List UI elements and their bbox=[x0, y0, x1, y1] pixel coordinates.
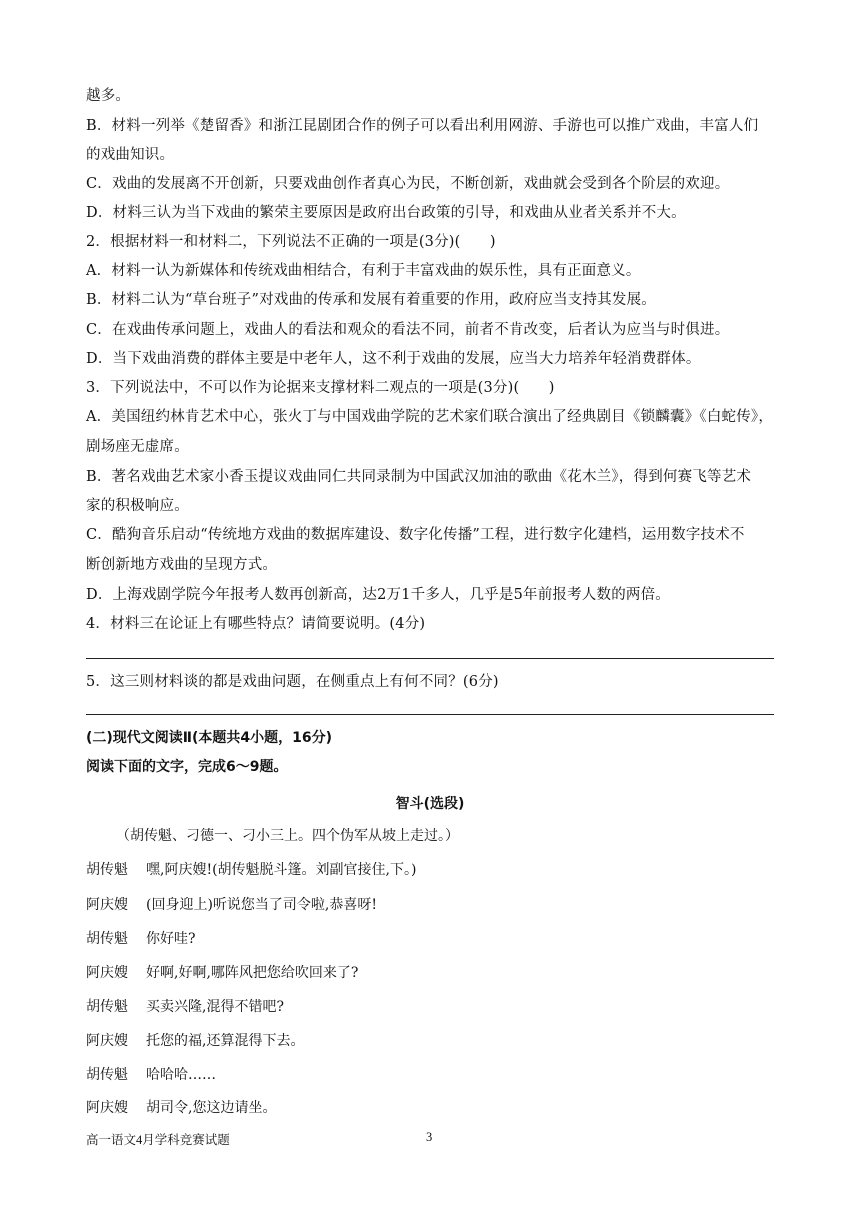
option-b: B．材料二认为“草台班子”对戏曲的传承和发展有着重要的作用，政府应当支持其发展。 bbox=[86, 292, 656, 308]
question-5: 5．这三则材料谈的都是戏曲问题，在侧重点上有何不同？(6分) bbox=[86, 674, 499, 690]
answer-line[interactable] bbox=[86, 714, 774, 715]
speech: 胡司令,您这边请坐。 bbox=[146, 1100, 277, 1116]
speech: 买卖兴隆,混得不错吧? bbox=[146, 999, 284, 1015]
question-4: 4．材料三在论证上有哪些特点？请简要说明。(4分) bbox=[86, 616, 426, 632]
text-line: 剧场座无虚席。 bbox=[86, 439, 189, 455]
speaker: 胡传魁 bbox=[86, 862, 128, 878]
text-line: 的戏曲知识。 bbox=[86, 147, 175, 163]
option-d: D．当下戏曲消费的群体主要是中老年人，这不利于戏曲的发展，应当大力培养年轻消费群体。 bbox=[86, 351, 701, 367]
question-2: 2．根据材料一和材料二，下列说法不正确的一项是(3分)( ) bbox=[86, 234, 496, 250]
page-number: 3 bbox=[426, 1130, 433, 1144]
speech: 你好哇? bbox=[146, 931, 196, 947]
speaker: 阿庆嫂 bbox=[86, 965, 128, 981]
text-line: B．材料一列举《楚留香》和浙江昆剧团合作的例子可以看出利用网游、手游也可以推广戏曲，丰富人们 bbox=[86, 118, 759, 134]
option-a: A．美国纽约林肯艺术中心，张火丁与中国戏曲学院的艺术家们联合演出了经典剧目《锁麟囊》《白蛇传》， bbox=[86, 409, 774, 425]
text-line: 越多。 bbox=[86, 88, 131, 104]
text-line: D．材料三认为当下戏曲的繁荣主要原因是政府出台政策的引导，和戏曲从业者关系并不大。 bbox=[86, 205, 686, 221]
speaker: 阿庆嫂 bbox=[86, 897, 128, 913]
answer-line[interactable] bbox=[86, 658, 774, 659]
dialogue-line bbox=[86, 1031, 304, 1051]
option-d: D．上海戏剧学院今年报考人数再创新高，达2万1千多人，几乎是5年前报考人数的两倍。 bbox=[86, 587, 670, 603]
option-b: B．著名戏曲艺术家小香玉提议戏曲同仁共同录制为中国武汉加油的歌曲《花木兰》，得到何赛飞等艺术 bbox=[86, 469, 752, 485]
speech: 好啊,好啊,哪阵风把您给吹回来了? bbox=[146, 965, 359, 981]
section-heading: (二)现代文阅读Ⅱ(本题共4小题，16分) bbox=[86, 730, 333, 746]
option-a: A．材料一认为新媒体和传统戏曲相结合，有利于丰富戏曲的娱乐性，具有正面意义。 bbox=[86, 263, 641, 279]
speech: 托您的福,还算混得下去。 bbox=[146, 1033, 305, 1049]
speaker: 阿庆嫂 bbox=[86, 1100, 128, 1116]
text-line: C．戏曲的发展离不开创新，只要戏曲创作者真心为民，不断创新，戏曲就会受到各个阶层的欢迎。 bbox=[86, 176, 730, 192]
text-line: 断创新地方戏曲的呈现方式。 bbox=[86, 557, 278, 573]
section-instruction: 阅读下面的文字，完成6～9题。 bbox=[86, 759, 288, 775]
speaker: 胡传魁 bbox=[86, 1067, 128, 1083]
dialogue-line bbox=[86, 997, 284, 1017]
option-c: C．酷狗音乐启动“传统地方戏曲的数据库建设、数字化传播”工程，进行数字化建档，运用数字技术不 bbox=[86, 527, 745, 543]
speech: 嘿,阿庆嫂!(胡传魁脱斗篷。刘副官接住,下。) bbox=[146, 862, 417, 878]
dialogue-line bbox=[86, 860, 416, 880]
option-c: C．在戏曲传承问题上，戏曲人的看法和观众的看法不同，前者不肯改变，后者认为应当与时俱进。 bbox=[86, 322, 730, 338]
text-line: 家的积极响应。 bbox=[86, 498, 189, 514]
speech: (回身迎上)听说您当了司令啦,恭喜呀! bbox=[146, 897, 377, 913]
speech: 哈哈哈…… bbox=[146, 1067, 216, 1083]
footer-title: 高一语文4月学科竞赛试题 bbox=[86, 1133, 230, 1147]
question-3: 3．下列说法中，不可以作为论据来支撑材料二观点的一项是(3分)( ) bbox=[86, 380, 555, 396]
dialogue-line bbox=[86, 929, 196, 949]
stage-direction: （胡传魁、刁德一、刁小三上。四个伪军从坡上走过。） bbox=[116, 828, 459, 844]
speaker: 胡传魁 bbox=[86, 999, 128, 1015]
dialogue-line bbox=[86, 1098, 276, 1118]
speaker: 胡传魁 bbox=[86, 931, 128, 947]
dialogue-line bbox=[86, 895, 377, 915]
play-title: 智斗(选段) bbox=[395, 796, 465, 812]
speaker: 阿庆嫂 bbox=[86, 1033, 128, 1049]
dialogue-line bbox=[86, 1065, 216, 1085]
dialogue-line bbox=[86, 963, 358, 983]
